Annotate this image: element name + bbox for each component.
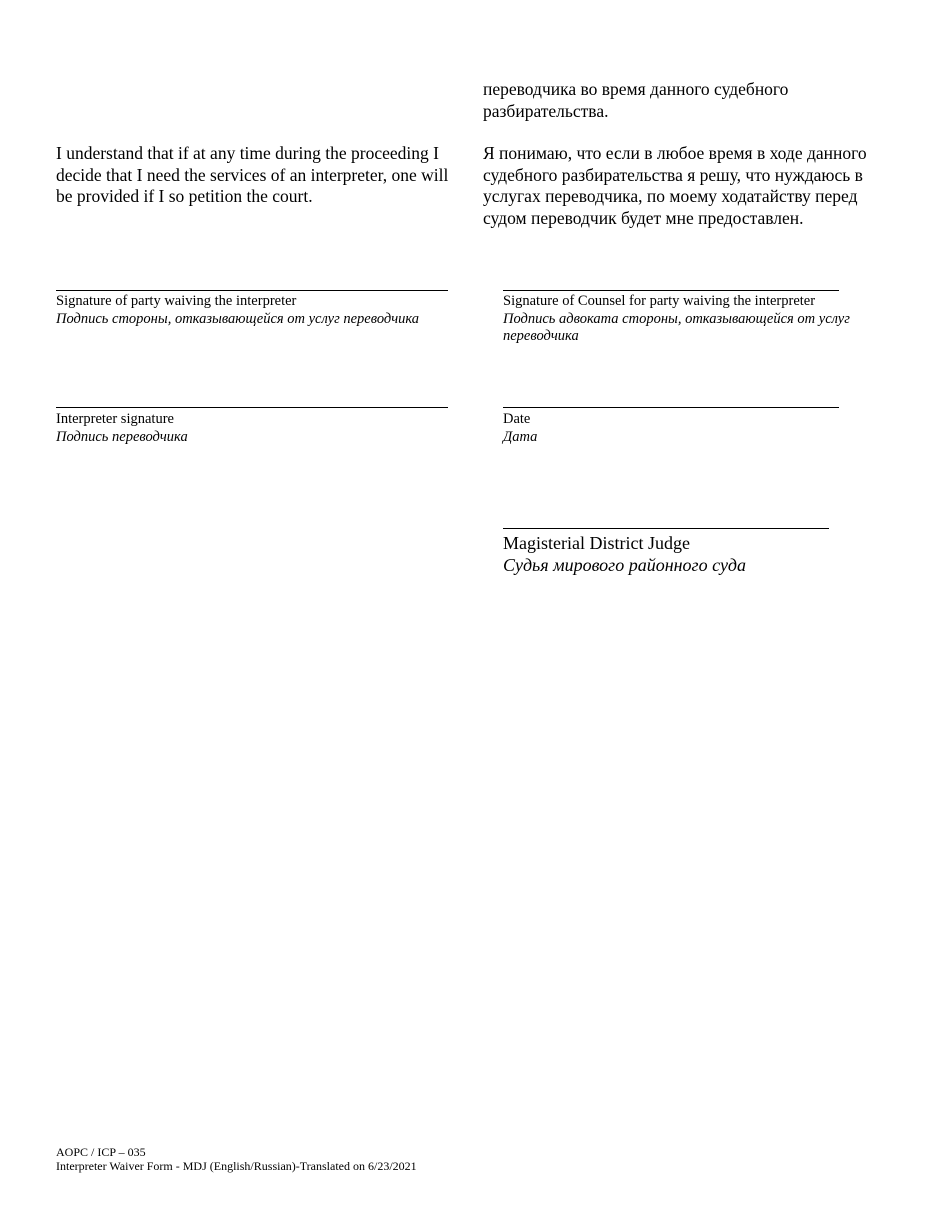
counsel-signature-line[interactable]	[503, 290, 839, 291]
interpreter-signature-label-ru: Подпись переводчика	[56, 428, 188, 445]
judge-signature-line[interactable]	[503, 528, 829, 529]
counsel-signature-label-en: Signature of Counsel for party waiving the interpreter	[503, 293, 816, 309]
judge-signature-label-en: Magisterial District Judge	[503, 533, 690, 553]
understanding-paragraph-en: I understand that if at any time during the proceeding I decide that I need the services of an interpreter, one will be provided if I so petition the court.	[56, 143, 449, 206]
party-signature-label-en: Signature of party waiving the interpreter	[56, 293, 297, 309]
date-label	[503, 411, 803, 446]
date-line[interactable]	[503, 407, 839, 408]
form-code: AOPC / ICP – 035	[56, 1145, 146, 1159]
judge-signature-label-ru: Судья мирового районного суда	[503, 555, 746, 575]
party-signature-label-ru: Подпись стороны, отказывающейся от услуг переводчика	[56, 310, 420, 327]
interpreter-signature-line[interactable]	[56, 407, 448, 408]
continuation-text-ru: переводчика во время данного судебного разбирательства.	[483, 79, 789, 121]
counsel-signature-label-ru: Подпись адвоката стороны, отказывающейся от услуг переводчика	[503, 310, 850, 344]
form-footer	[56, 1145, 656, 1173]
judge-signature-label	[503, 532, 903, 576]
understanding-paragraph-ru: Я понимаю, что если в любое время в ходе данного судебного разбирательства я решу, что нуждаюсь в услугах переводчика, по моему ходатайству перед судом переводчик будет мне предоставлен.	[483, 143, 867, 228]
date-label-en: Date	[503, 411, 531, 427]
interpreter-signature-label	[56, 411, 456, 446]
party-signature-label	[56, 293, 476, 328]
counsel-signature-label	[503, 293, 893, 346]
party-signature-line[interactable]	[56, 290, 448, 291]
form-name: Interpreter Waiver Form - MDJ (English/Russian)-Translated on 6/23/2021	[56, 1159, 417, 1173]
date-label-ru: Дата	[503, 428, 538, 445]
interpreter-signature-label-en: Interpreter signature	[56, 411, 174, 427]
